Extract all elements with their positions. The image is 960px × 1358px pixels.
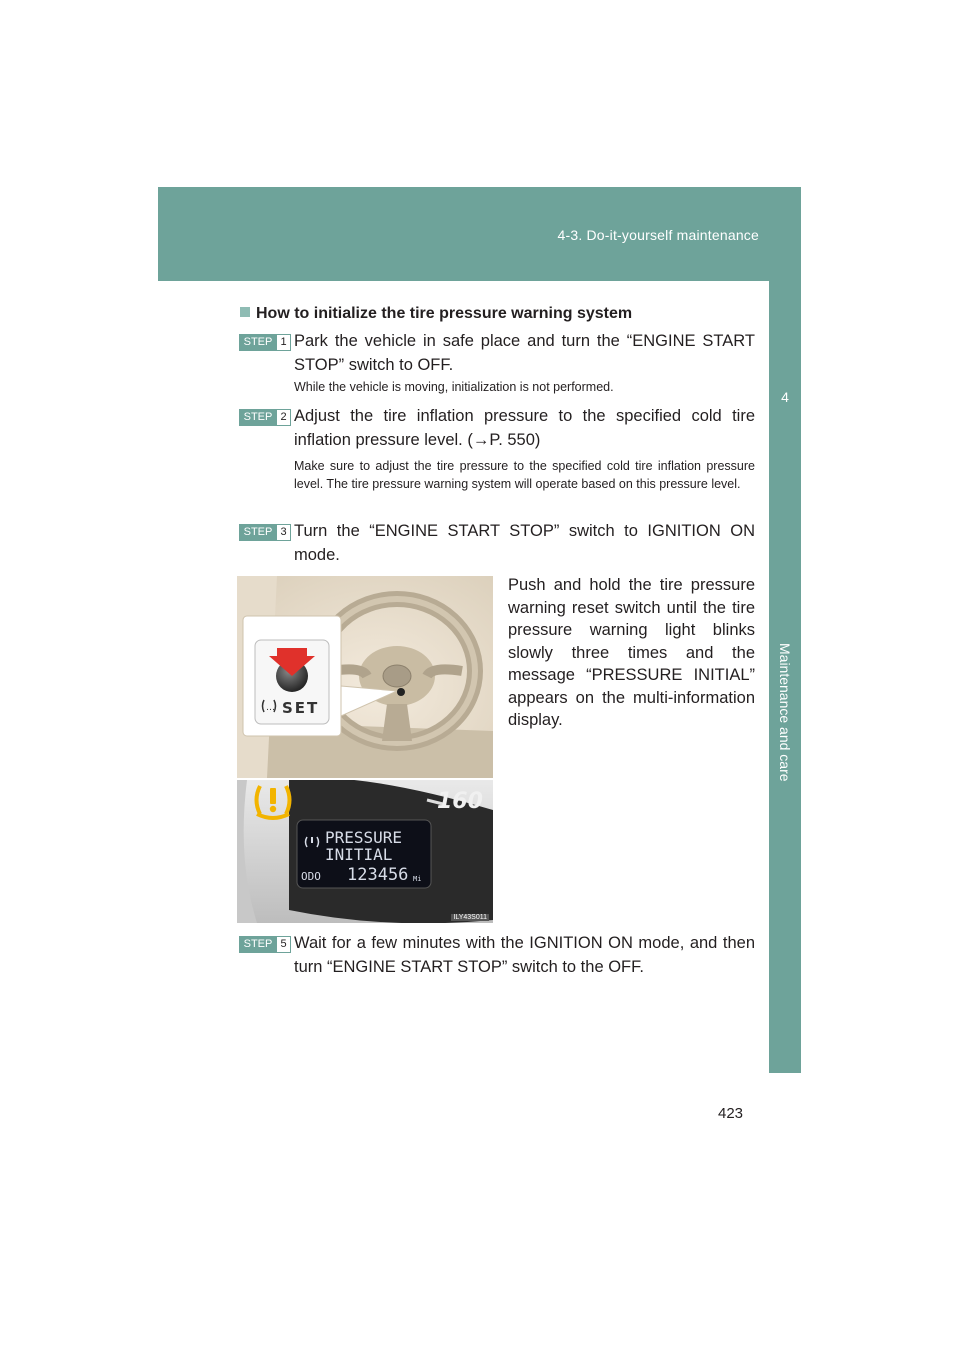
step-5-text: Wait for a few minutes with the IGNITION ON mode, and then turn “ENGINE START STOP” switch to the OFF.: [294, 934, 755, 976]
illustration-figure: [237, 576, 493, 923]
step-number: 2: [277, 410, 290, 425]
page-number: 423: [718, 1105, 744, 1122]
step-label: STEP: [240, 410, 277, 425]
chapter-side-tab: [769, 281, 801, 1073]
section-title: 4-3. Do-it-yourself maintenance: [557, 227, 759, 243]
step-1-note: While the vehicle is moving, initialization is not performed.: [294, 380, 614, 394]
display-line-1: PRESSURE: [325, 828, 403, 847]
step-4-text: Push and hold the tire pressure warning reset switch until the tire pressure warning light blinks slowly three times and the message “PRESSURE INITIAL” appears on the multi-information display.: [508, 576, 755, 729]
svg-text:…: …: [266, 703, 275, 713]
header-band: [158, 187, 801, 281]
step-3-text: Turn the “ENGINE START STOP” switch to IGNITION ON mode.: [294, 522, 755, 564]
section-heading: [240, 305, 632, 323]
heading-text: How to initialize the tire pressure warning system: [256, 305, 633, 322]
step-badge: [239, 936, 291, 953]
step-badge: [239, 409, 291, 426]
speedometer-tick-label: 160: [437, 789, 483, 814]
figure-code: ILY43S011: [453, 914, 487, 921]
odometer-label: ODO: [301, 870, 321, 883]
chapter-name: Maintenance and care: [777, 643, 793, 782]
step-1-text: Park the vehicle in safe place and turn the “ENGINE START STOP” switch to OFF.: [294, 332, 755, 374]
step-number: 5: [277, 937, 290, 952]
instrument-cluster-illustration: [237, 780, 493, 923]
step-badge: [239, 334, 291, 351]
square-bullet-icon: [240, 307, 250, 317]
step-label: STEP: [240, 937, 277, 952]
step-number: 3: [277, 525, 290, 540]
step-label: STEP: [240, 525, 277, 540]
step-badge: [239, 524, 291, 541]
odometer-unit: Mi: [413, 875, 422, 883]
step-label: STEP: [240, 335, 277, 350]
display-line-2: INITIAL: [325, 845, 393, 864]
chapter-number: 4: [781, 389, 789, 405]
odometer-value: 123456: [347, 865, 409, 885]
steering-wheel-illustration: [237, 576, 493, 778]
step-2-text: Adjust the tire inflation pressure to the specified cold tire inflation pressure level. (→P. 550): [294, 407, 755, 449]
step-2-note: Make sure to adjust the tire pressure to the specified cold tire inflation pressure level. The tire pressure warning system will operate based on this pressure level.: [294, 459, 755, 491]
set-button-label: SET: [282, 699, 320, 717]
step-number: 1: [277, 335, 290, 350]
